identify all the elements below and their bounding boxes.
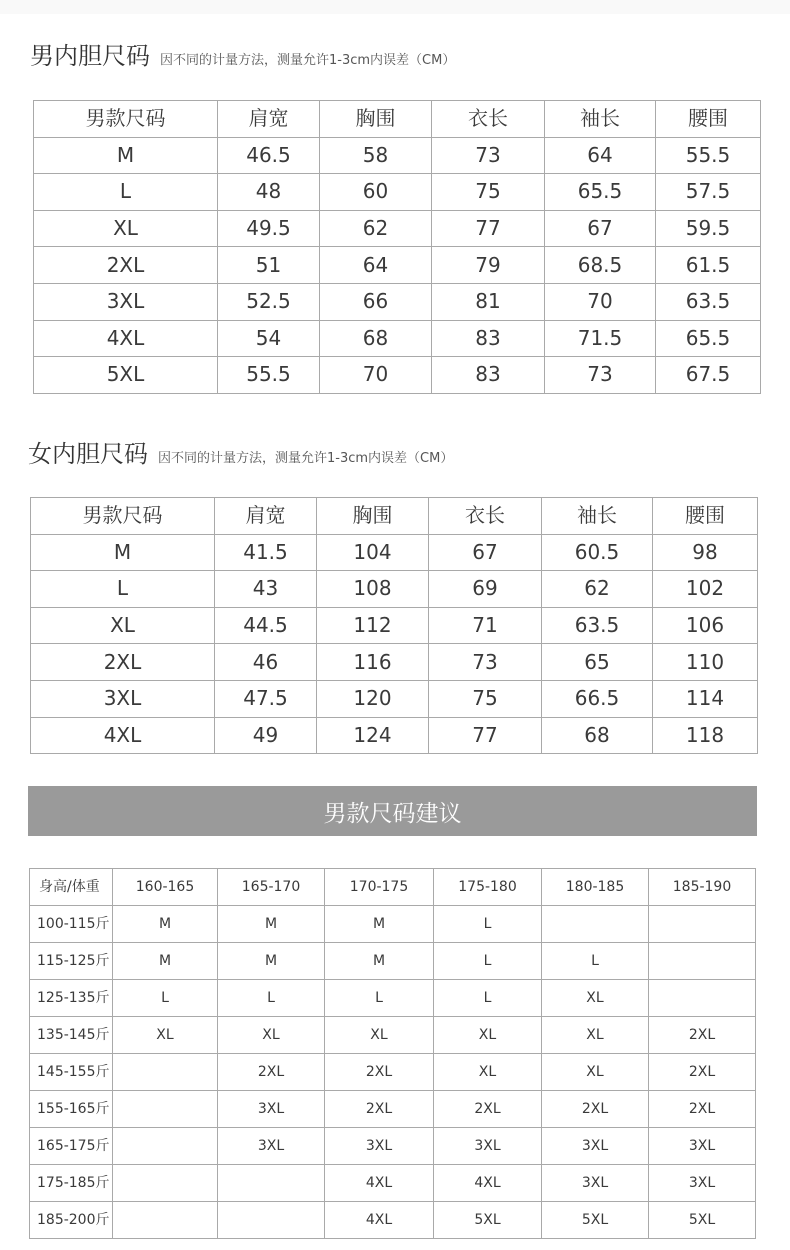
value-cell: 3XL [542,1165,649,1202]
value-cell: 44.5 [215,607,317,644]
value-cell: 49 [215,717,317,754]
value-cell: 61.5 [656,247,761,284]
value-cell: 104 [317,534,429,571]
value-cell: 4XL [434,1165,542,1202]
recommendation-row [30,1017,756,1054]
value-cell: 77 [429,717,542,754]
mens-size-recommendation-banner [28,786,757,836]
value-cell: M [113,943,218,980]
value-cell: 49.5 [218,210,320,247]
value-cell: 46 [215,644,317,681]
value-cell: 2XL [649,1091,756,1128]
value-cell: L [218,980,325,1017]
value-cell: 3XL [649,1128,756,1165]
value-cell: 116 [317,644,429,681]
value-cell: 118 [653,717,758,754]
header-cell: 身高/体重 [30,869,113,906]
row-label-cell: M [31,534,215,571]
value-cell: 52.5 [218,283,320,320]
recommendation-row [30,1054,756,1091]
value-cell: 43 [215,571,317,608]
value-cell: 41.5 [215,534,317,571]
row-label-cell: L [31,571,215,608]
value-cell: 60 [320,174,432,211]
mens-liner-row [34,283,761,320]
header-cell: 170-175 [325,869,434,906]
value-cell: 47.5 [215,680,317,717]
value-cell: 106 [653,607,758,644]
value-cell: 62 [320,210,432,247]
value-cell: 63.5 [542,607,653,644]
womens-liner-size-table [30,497,758,754]
value-cell: 83 [432,357,545,394]
row-label-cell: L [34,174,218,211]
row-label-cell: 165-175斤 [30,1128,113,1165]
value-cell: M [218,906,325,943]
header-cell: 腰围 [653,498,758,535]
value-cell: 3XL [218,1128,325,1165]
row-label-cell: 2XL [31,644,215,681]
value-cell: 73 [429,644,542,681]
value-cell: 66.5 [542,680,653,717]
mens-liner-size-table [33,100,761,394]
value-cell: 51 [218,247,320,284]
value-cell [113,1165,218,1202]
header-cell: 胸围 [320,101,432,138]
value-cell: 3XL [218,1091,325,1128]
header-cell: 180-185 [542,869,649,906]
value-cell: 65 [542,644,653,681]
value-cell: 66 [320,283,432,320]
value-cell: 110 [653,644,758,681]
row-label-cell: 185-200斤 [30,1202,113,1239]
mens-liner-heading [30,36,455,71]
recommendation-table-body [30,869,756,1239]
value-cell [113,1091,218,1128]
value-cell: 62 [542,571,653,608]
value-cell: 73 [432,137,545,174]
value-cell: 68 [542,717,653,754]
value-cell: 58 [320,137,432,174]
mens-liner-row [34,174,761,211]
value-cell: 112 [317,607,429,644]
value-cell: 46.5 [218,137,320,174]
womens-liner-heading [28,434,453,469]
value-cell: 79 [432,247,545,284]
value-cell: 70 [545,283,656,320]
womens-liner-row [31,571,758,608]
value-cell: 5XL [434,1202,542,1239]
value-cell: 114 [653,680,758,717]
row-label-cell: 175-185斤 [30,1165,113,1202]
value-cell: 48 [218,174,320,211]
mens-liner-header-row [34,101,761,138]
value-cell: 5XL [649,1202,756,1239]
value-cell: 59.5 [656,210,761,247]
value-cell: M [325,943,434,980]
row-label-cell: 5XL [34,357,218,394]
row-label-cell: 3XL [34,283,218,320]
womens-liner-header-row [31,498,758,535]
row-label-cell: 4XL [31,717,215,754]
recommendation-row [30,943,756,980]
womens-liner-row [31,644,758,681]
womens-liner-title: 女内胆尺码 [28,440,148,468]
value-cell: 83 [432,320,545,357]
womens-liner-note: 因不同的计量方法，测量允许1-3cm内误差（CM） [158,451,454,466]
value-cell: 64 [320,247,432,284]
value-cell: 2XL [325,1091,434,1128]
row-label-cell: M [34,137,218,174]
value-cell: 5XL [542,1202,649,1239]
header-cell: 肩宽 [215,498,317,535]
value-cell: 2XL [218,1054,325,1091]
header-cell: 胸围 [317,498,429,535]
row-label-cell: 135-145斤 [30,1017,113,1054]
value-cell [649,980,756,1017]
mens-liner-row [34,247,761,284]
value-cell: 75 [432,174,545,211]
recommendation-row [30,1165,756,1202]
value-cell: 98 [653,534,758,571]
value-cell: 124 [317,717,429,754]
value-cell: 102 [653,571,758,608]
value-cell: 67 [429,534,542,571]
value-cell: 2XL [649,1017,756,1054]
value-cell: 57.5 [656,174,761,211]
value-cell: M [113,906,218,943]
value-cell: 73 [545,357,656,394]
value-cell: 2XL [649,1054,756,1091]
value-cell: 2XL [325,1054,434,1091]
header-cell: 男款尺码 [34,101,218,138]
mens-liner-note: 因不同的计量方法，测量允许1-3cm内误差（CM） [160,53,456,68]
value-cell: 3XL [434,1128,542,1165]
value-cell: 4XL [325,1202,434,1239]
value-cell: 108 [317,571,429,608]
womens-liner-row [31,607,758,644]
value-cell: 55.5 [218,357,320,394]
value-cell: 67.5 [656,357,761,394]
row-label-cell: 125-135斤 [30,980,113,1017]
value-cell: XL [542,1017,649,1054]
value-cell: XL [434,1054,542,1091]
value-cell [542,906,649,943]
value-cell: L [113,980,218,1017]
row-label-cell: 115-125斤 [30,943,113,980]
header-cell: 185-190 [649,869,756,906]
header-cell: 165-170 [218,869,325,906]
value-cell: 65.5 [656,320,761,357]
value-cell: XL [542,1054,649,1091]
value-cell: XL [218,1017,325,1054]
value-cell: 77 [432,210,545,247]
header-cell: 袖长 [545,101,656,138]
value-cell: 75 [429,680,542,717]
value-cell [113,1128,218,1165]
banner-title: 男款尺码建议 [323,800,462,827]
value-cell: XL [113,1017,218,1054]
row-label-cell: XL [31,607,215,644]
header-cell: 肩宽 [218,101,320,138]
value-cell: 2XL [542,1091,649,1128]
row-label-cell: 145-155斤 [30,1054,113,1091]
womens-liner-row [31,717,758,754]
value-cell: 3XL [542,1128,649,1165]
value-cell: 54 [218,320,320,357]
value-cell: M [325,906,434,943]
value-cell: XL [434,1017,542,1054]
value-cell: XL [325,1017,434,1054]
header-cell: 男款尺码 [31,498,215,535]
value-cell: 71.5 [545,320,656,357]
value-cell: 60.5 [542,534,653,571]
header-cell: 腰围 [656,101,761,138]
row-label-cell: 4XL [34,320,218,357]
value-cell: 3XL [325,1128,434,1165]
womens-liner-row [31,680,758,717]
header-cell: 衣长 [432,101,545,138]
value-cell [218,1165,325,1202]
value-cell: 2XL [434,1091,542,1128]
value-cell [649,943,756,980]
row-label-cell: 2XL [34,247,218,284]
value-cell: 71 [429,607,542,644]
value-cell: M [218,943,325,980]
value-cell: 67 [545,210,656,247]
mens-liner-row [34,210,761,247]
row-label-cell: 100-115斤 [30,906,113,943]
header-cell: 衣长 [429,498,542,535]
value-cell: 55.5 [656,137,761,174]
value-cell: 65.5 [545,174,656,211]
value-cell: 68 [320,320,432,357]
value-cell: 63.5 [656,283,761,320]
value-cell: 64 [545,137,656,174]
value-cell [649,906,756,943]
value-cell: 3XL [649,1165,756,1202]
recommendation-row [30,1128,756,1165]
recommendation-row [30,1202,756,1239]
row-label-cell: 155-165斤 [30,1091,113,1128]
row-label-cell: XL [34,210,218,247]
value-cell: L [325,980,434,1017]
value-cell [113,1202,218,1239]
mens-liner-table-body [34,101,761,394]
value-cell [113,1054,218,1091]
value-cell: 69 [429,571,542,608]
mens-liner-row [34,357,761,394]
mens-liner-row [34,320,761,357]
value-cell: L [434,980,542,1017]
recommendation-row [30,1091,756,1128]
recommendation-row [30,980,756,1017]
value-cell: XL [542,980,649,1017]
row-label-cell: 3XL [31,680,215,717]
value-cell [218,1202,325,1239]
value-cell: L [434,906,542,943]
value-cell: L [542,943,649,980]
value-cell: 68.5 [545,247,656,284]
womens-liner-row [31,534,758,571]
header-cell: 袖长 [542,498,653,535]
value-cell: 120 [317,680,429,717]
value-cell: 4XL [325,1165,434,1202]
recommendation-row [30,906,756,943]
header-cell: 175-180 [434,869,542,906]
size-recommendation-table [29,868,756,1239]
womens-liner-table-body [31,498,758,754]
mens-liner-row [34,137,761,174]
value-cell: 70 [320,357,432,394]
value-cell: 81 [432,283,545,320]
mens-liner-title: 男内胆尺码 [30,42,150,70]
value-cell: L [434,943,542,980]
header-cell: 160-165 [113,869,218,906]
recommendation-header-row [30,869,756,906]
